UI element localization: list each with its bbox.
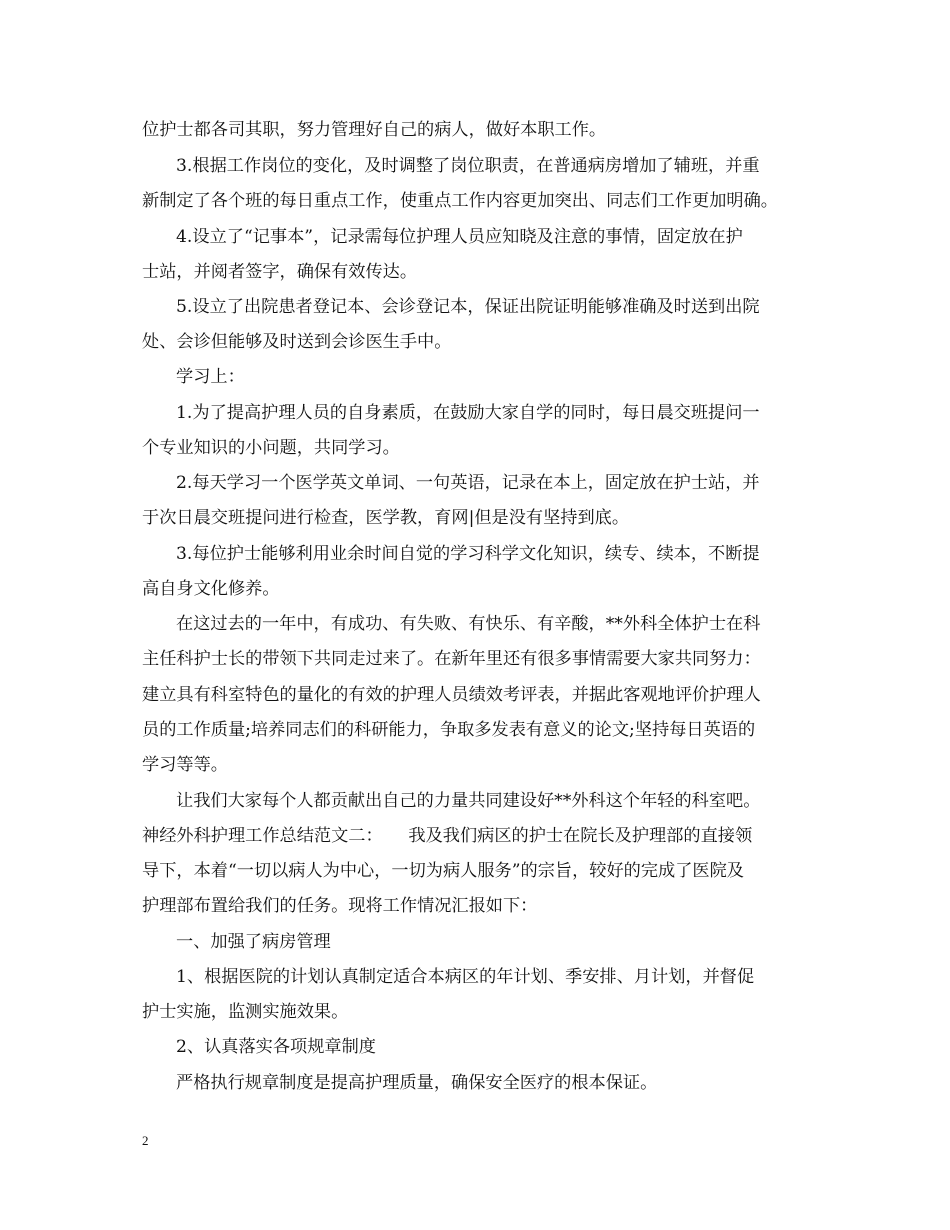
text-line: 5.设立了出院患者登记本、会诊登记本，保证出院证明能够准确及时送到出院 (176, 297, 760, 317)
text-line: 3.根据工作岗位的变化，及时调整了岗位职责，在普通病房增加了辅班，并重 (176, 156, 760, 176)
text-line: 新制定了各个班的每日重点工作，使重点工作内容更加突出、同志们工作更加明确。 (142, 191, 778, 211)
text-line: 处、会诊但能够及时送到会诊医生手中。 (142, 332, 452, 352)
text-line: 3.每位护士能够利用业余时间自觉的学习科学文化知识，续专、续本，不断提 (176, 544, 760, 564)
section-heading: 2、认真落实各项规章制度 (176, 1037, 376, 1057)
text-line: 神经外科护理工作总结范文二： 我及我们病区的护士在院长及护理部的直接领 (142, 826, 753, 846)
text-line: 高自身文化修养。 (142, 579, 280, 599)
text-line: 4.设立了“记事本”，记录需每位护理人员应知晓及注意的事情，固定放在护 (176, 227, 743, 247)
text-line: 学习等等。 (142, 755, 228, 775)
text-line: 于次日晨交班提问进行检查，医学教，育网|但是没有坚持到底。 (142, 508, 630, 528)
text-line: 在这过去的一年中，有成功、有失败、有快乐、有辛酸，**外科全体护士在科 (176, 614, 761, 634)
text-line: 2.每天学习一个医学英文单词、一句英语，记录在本上，固定放在护士站，并 (176, 473, 760, 493)
text-line: 士站，并阅者签字，确保有效传达。 (142, 262, 418, 282)
section-heading: 学习上： (176, 367, 245, 387)
section-heading: 一、加强了病房管理 (176, 932, 331, 952)
text-line: 护士实施，监测实施效果。 (142, 1002, 349, 1022)
page-number: 2 (142, 1133, 149, 1148)
text-line: 让我们大家每个人都贡献出自己的力量共同建设好**外科这个年轻的科室吧。 (176, 791, 761, 811)
text-line: 员的工作质量;培养同志们的科研能力，争取多发表有意义的论文;坚持每日英语的 (142, 720, 756, 740)
text-line: 个专业知识的小问题，共同学习。 (142, 438, 400, 458)
text-line: 护理部布置给我们的任务。现将工作情况汇报如下： (142, 896, 538, 916)
text-line: 1、根据医院的计划认真制定适合本病区的年计划、季安排、月计划，并督促 (176, 967, 755, 987)
text-line: 1.为了提高护理人员的自身素质，在鼓励大家自学的同时，每日晨交班提问一 (176, 403, 760, 423)
text-line: 导下，本着“一切以病人为中心，一切为病人服务”的宗旨，较好的完成了医院及 (142, 861, 744, 881)
text-line: 严格执行规章制度是提高护理质量，确保安全医疗的根本保证。 (176, 1073, 658, 1093)
text-line: 位护士都各司其职，努力管理好自己的病人，做好本职工作。 (142, 120, 607, 140)
text-line: 建立具有科室特色的量化的有效的护理人员绩效考评表，并据此客观地评价护理人 (142, 685, 761, 705)
text-line: 主任科护士长的带领下共同走过来了。在新年里还有很多事情需要大家共同努力： (142, 649, 761, 669)
